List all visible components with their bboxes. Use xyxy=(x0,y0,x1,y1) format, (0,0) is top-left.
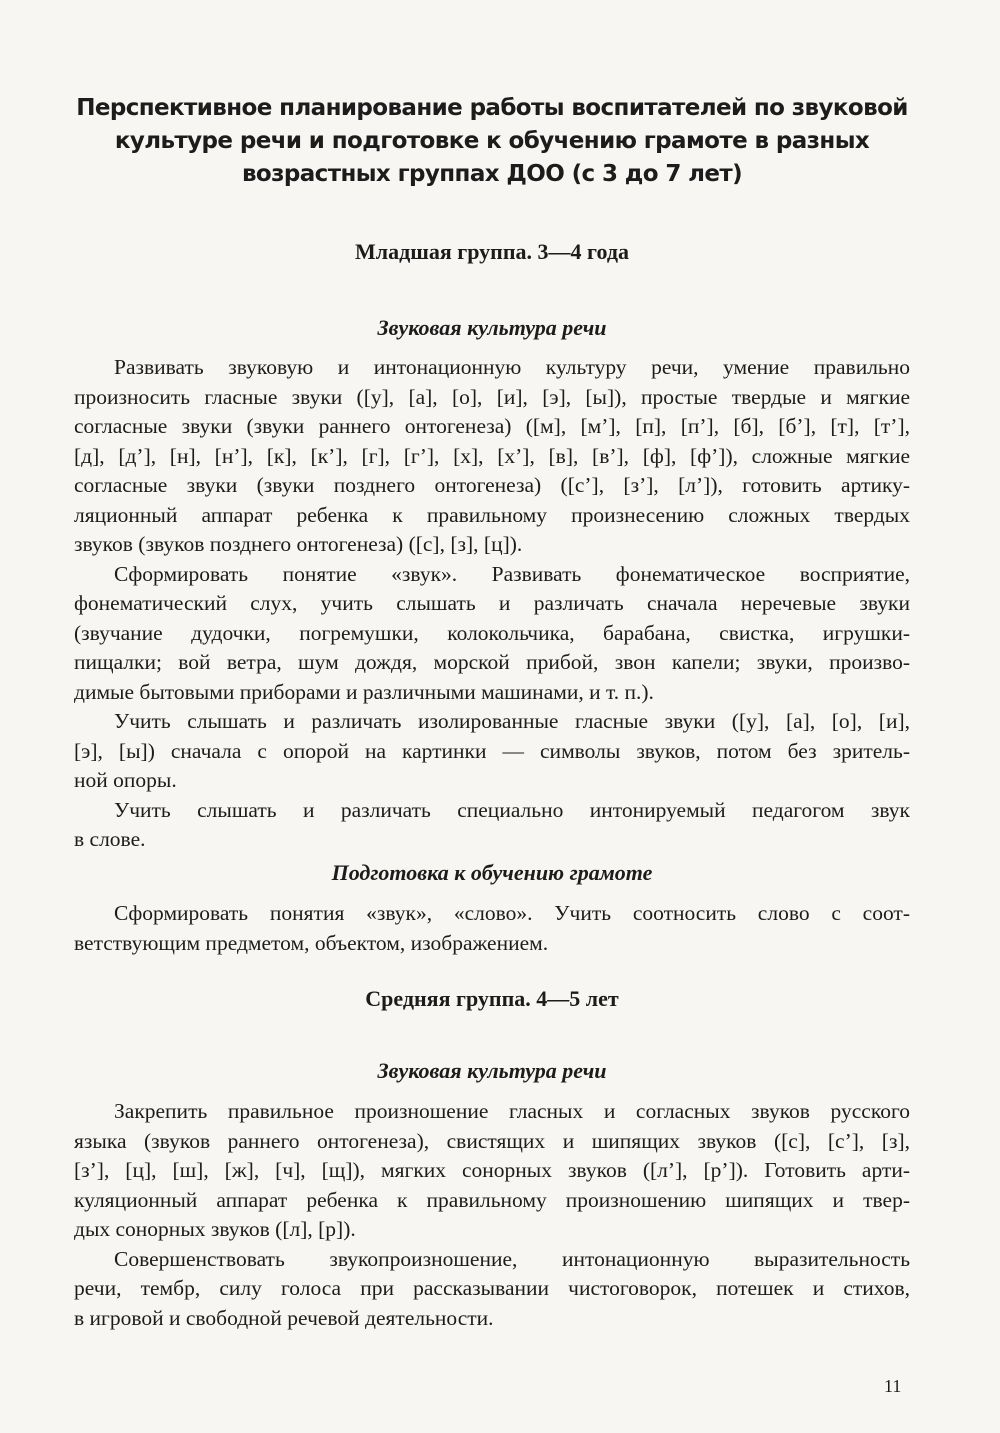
paragraph xyxy=(74,1097,910,1245)
paragraph xyxy=(74,560,910,708)
text-line: ной опоры. xyxy=(74,768,177,792)
text-line: произносить гласные звуки ([у], [а], [о], [и], [э], [ы]), простые твердые и мягкие xyxy=(74,384,910,409)
subsection-heading-sound-culture: Звуковая культура речи xyxy=(377,1058,607,1083)
text-line: [д], [д’], [н], [н’], [к], [к’], [г], [г’], [х], [х’], [в], [в’], [ф], [ф’]), сложные мягкие xyxy=(74,443,910,468)
text-line: Развивать звуковую и интонационную культуру речи, умение правильно xyxy=(114,355,910,379)
text-line: языка (звуков раннего онтогенеза), свистящих и шипящих звуков ([с], [с’], [з], xyxy=(74,1128,910,1153)
paragraph xyxy=(74,353,910,560)
document-title xyxy=(74,92,910,191)
sound-culture-text-middle xyxy=(74,1097,910,1333)
title-line: возрастных группах ДОО (с 3 до 7 лет) xyxy=(241,161,743,187)
text-line: дых сонорных звуков ([л], [р]). xyxy=(74,1217,356,1241)
paragraph xyxy=(74,1245,910,1334)
title-line: Перспективное планирование работы воспитателей по звуковой xyxy=(76,95,908,121)
text-line: (звучание дудочки, погремушки, колокольчика, барабана, свистка, игрушки- xyxy=(74,620,910,645)
sound-culture-text-junior xyxy=(74,353,910,855)
subsection-heading-literacy-prep: Подготовка к обучению грамоте xyxy=(331,860,653,885)
text-line: [э], [ы]) сначала с опорой на картинки — символы звуков, потом без зритель- xyxy=(74,738,910,763)
text-line: ляционный аппарат ребенка к правильному произнесению сложных твердых xyxy=(74,502,910,527)
text-line: звуков (звуков позднего онтогенеза) ([с], [з], [ц]). xyxy=(74,532,523,556)
subsection-heading-sound-culture: Звуковая культура речи xyxy=(377,315,607,340)
text-line: пищалки; вой ветра, шум дождя, морской прибой, звон капели; звуки, произво- xyxy=(74,650,910,674)
title-line: культуре речи и подготовке к обучению грамоте в разных xyxy=(114,128,870,154)
text-line: димые бытовыми приборами и различными машинами, и т. п.). xyxy=(74,679,654,704)
text-line: речи, тембр, силу голоса при рассказывании чистоговорок, потешек и стихов, xyxy=(74,1276,910,1300)
text-line: фонематический слух, учить слышать и различать сначала неречевые звуки xyxy=(74,591,910,615)
text-line: согласные звуки (звуки раннего онтогенеза) ([м], [м’], [п], [п’], [б], [б’], [т], [т’], xyxy=(74,414,910,438)
text-line: в слове. xyxy=(74,827,146,851)
text-line: Совершенствовать звукопроизношение, интонационную выразительность xyxy=(114,1246,910,1271)
paragraph xyxy=(74,796,910,855)
literacy-prep-text-junior xyxy=(74,899,910,958)
text-line: согласные звуки (звуки позднего онтогенеза) ([с’], [з’], [л’]), готовить артику- xyxy=(74,473,910,497)
text-line: Сформировать понятие «звук». Развивать фонематическое восприятие, xyxy=(114,561,910,586)
section-heading-middle-group: Средняя группа. 4—5 лет xyxy=(365,986,619,1011)
text-line: Закрепить правильное произношение гласных и согласных звуков русского xyxy=(114,1099,910,1123)
paragraph xyxy=(74,899,910,958)
text-line: Сформировать понятия «звук», «слово». Учить соотносить слово с соот- xyxy=(114,901,910,925)
paragraph xyxy=(74,707,910,796)
text-line: в игровой и свободной речевой деятельности. xyxy=(74,1305,494,1330)
text-line: куляционный аппарат ребенка к правильному произношению шипящих и твер- xyxy=(74,1187,910,1212)
text-line: Учить слышать и различать изолированные гласные звуки ([у], [а], [о], [и], xyxy=(114,709,910,733)
text-line: ветствующим предметом, объектом, изображением. xyxy=(74,930,549,955)
text-line: Учить слышать и различать специально интонируемый педагогом звук xyxy=(114,797,910,822)
page-number: 11 xyxy=(884,1376,902,1396)
text-line: [з’], [ц], [ш], [ж], [ч], [щ]), мягких сонорных звуков ([л’], [р’]). Готовить арти- xyxy=(74,1158,910,1182)
section-heading-junior-group: Младшая группа. 3—4 года xyxy=(355,239,629,264)
